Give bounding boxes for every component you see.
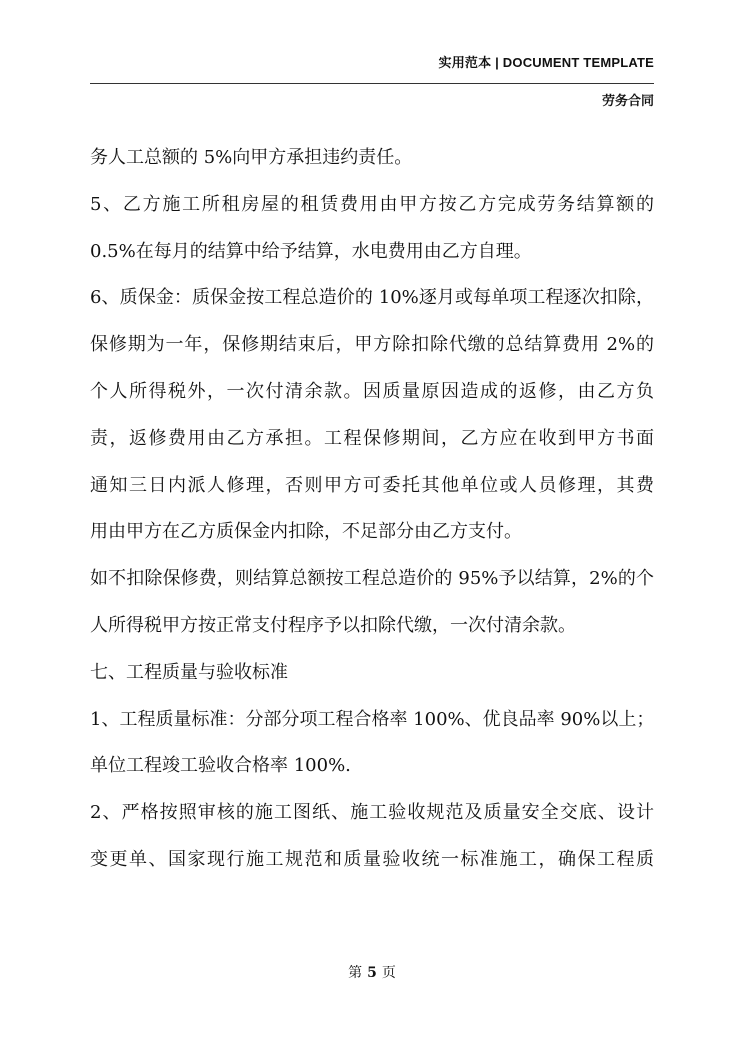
text-line: 2、严格按照审核的施工图纸、施工验收规范及质量安全交底、设计 xyxy=(90,802,654,824)
text-line: 用由甲方在乙方质保金内扣除，不足部分由乙方支付。 xyxy=(90,521,522,543)
footer-prefix: 第 xyxy=(348,965,363,981)
section-heading: 七、工程质量与验收标准 xyxy=(90,661,288,683)
footer-suffix: 页 xyxy=(381,965,396,981)
text-line: 个人所得税外，一次付清余款。因质量原因造成的返修，由乙方负 xyxy=(90,380,654,402)
header-title: 实用范本 | DOCUMENT TEMPLATE xyxy=(438,55,654,70)
document-body xyxy=(90,135,654,884)
page-header xyxy=(90,52,654,110)
text-line: 人所得税甲方按正常支付程序予以扣除代缴，一次付清余款。 xyxy=(90,614,576,636)
text-line: 单位工程竣工验收合格率 100%. xyxy=(90,755,351,777)
text-line: 变更单、国家现行施工规范和质量验收统一标准施工，确保工程质 xyxy=(90,848,654,870)
text-line: 保修期为一年，保修期结束后，甲方除扣除代缴的总结算费用 2%的 xyxy=(90,334,654,356)
text-line: 1、工程质量标准：分部分项工程合格率 100%、优良品率 90%以上； xyxy=(90,708,654,730)
text-line: 通知三日内派人修理，否则甲方可委托其他单位或人员修理，其费 xyxy=(90,474,654,496)
text-line: 务人工总额的 5%向甲方承担违约责任。 xyxy=(90,147,413,168)
text-line: 如不扣除保修费，则结算总额按工程总造价的 95%予以结算，2%的个 xyxy=(90,568,654,590)
text-line: 0.5%在每月的结算中给予结算，水电费用由乙方自理。 xyxy=(90,240,532,262)
text-line: 6、质保金：质保金按工程总造价的 10%逐月或每单项工程逐次扣除， xyxy=(90,287,654,309)
header-subtitle: 劳务合同 xyxy=(601,93,654,108)
page-number: 5 xyxy=(367,965,377,981)
header-divider xyxy=(90,83,654,84)
text-line: 责，返修费用由乙方承担。工程保修期间，乙方应在收到甲方书面 xyxy=(90,427,654,449)
page-footer xyxy=(0,962,744,982)
text-line: 5、乙方施工所租房屋的租赁费用由甲方按乙方完成劳务结算额的 xyxy=(90,193,654,215)
